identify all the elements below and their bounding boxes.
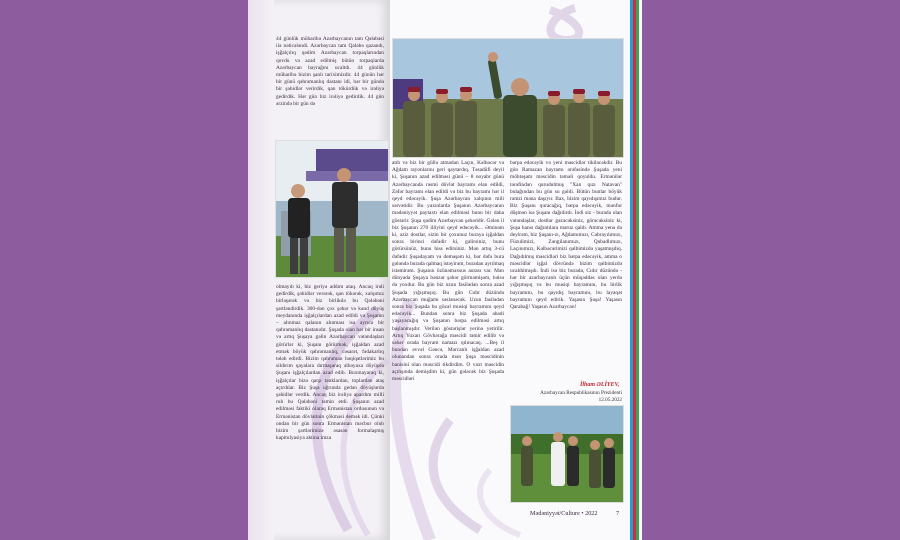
footer-year: 2022	[585, 510, 598, 517]
left-bottom-text: olmayıb ki, biz geriyə addım ataq. Ancaq irəli gedirdik, şəhidlər verərək, qan tökərək, xalqımız birləşərək və biz birlikdə bu Qələbəni şərtləndirdik. 300-dən çox şəhər və kənd döyüş meydanında işğalçılardan azad edildi və Şuşanın – alınmaz qalanın alınması isə ayrıca bir qəhrəmanlıq dastanıdır. Şuşada olan hər bir insan və artıq Şuşaya gəlin Azərbaycan vətəndaşları görürlər ki, Şuşanı görürmək, işğaldan azad etmək böyük qəhrəmanlıq, cəsarət, fədakarlıq tələb edirdi. Bizim qəhrəman həqiqətlərimiz bu sildırım qayalara dırmaşaraq əlbəyaxa döyüşdə Şuşanı işğalçılardan azad edib. Buxmayaraq ki, işğalçılar bizə qarşı tanklardan, toplardan ataş açırdılar. Biz Şuşa uğrunda gedən döyüşlərdə şəhidlər verdik. Ancaq biz irəliyə apardım milli ruh bu Qələbəni təmin etdi. Şuşanın azad edilməsi faktiki olaraq Ermənistan ordusunun və Ermənistan dövlətinin çökməsi demək idi. Çünki ondan bir gün sonra Ermənistan məcbur olub bizim şərtlərimizə əsasən formalaşmış kapitulyasiya aktına imza	[276, 284, 384, 442]
middle-column-text: atıb və biz bir güllə atmadan Laçın, Kəlbəcər və Ağdam rayonlarını geri qaytardıq. Təsadüfi deyil ki, Şuşanın azad edilməsi günü – 8 noyabr günü Azərbaycanda rəsmi dövlət bayramı elan edildi, Zəfər bayramı elan edildi və biz bu bayramı hər il qeyd edəcəyik. Şuşa Azərbaycan xalqının mili sərvətidir. Bu yaxınlarda Şuşanın Azərbaycanın mədəniyyət paytaxtı elan edilməsi bunu bir daha göstərir. Şuşa qədim Azərbaycan şəhəridir. Gələn il biz Şuşanın 270 illiyini qeyd edəcəyik... Əminəm ki, əziz dostlar, sizin bir çoxunuz buraya işğaldan sonra birinci dəfədir ki, gəlirsiniz, bunu görürsünüz, bunu hiss edirsiniz. Mən artıq 3-cü dəfədir Şuşadayam və deməşəm ki, hər dəfə bura gələndə burada qalmaq istəyirəm, buradan ayrılmaq istəmirəm. Şuşanın özünəməxsus aurası var. Mən dünyada Şuşaya bənzər şəhər görməmişəm, həlsə də yoxdur. Bu gün biz uzun fasilədən sonra azad Şuşada yığışmışıq. Bu gün Cıdır düzündə Azərbaycan muğamı səslənəcək. Uzun fasilədən sonra biz Şuşada bu gözəl musiqi bayramını qeyd edəcəyik... Bundan sonra biz Şuşada əbədi yaşayacağıq və Şuşanın bərpa edilməsi artıq başlanmışdır. Verilən göstərişlər yerinə yetirilir. Artıq Yuxarı Gövhərağa məscidi təmir edilib və səhər orada bayram namazı qılınacaq. ...Beş il bundan əvvəl Gəncə, Mərcanlı işğaldan azad olunandan sonra orada mən Şuşa məscidinin banisini olan məscidi tikdirdim. O vaxt məscidin açılışında demişdim ki, gün gələcək biz Şuşada məscidləri	[392, 160, 504, 383]
photo-walk-in-field	[510, 405, 624, 503]
signature-date: 12.05.2022	[598, 397, 622, 403]
signature-title: Azərbaycan Respublikasının Prezidenti	[540, 390, 622, 396]
right-column-text: bərpa edəcəyik və yeni məscidlər tikiləcəkdir. Bu gün Ramazan bayramı ərəfəsində Şuşada yeni möhtəşəm məscidin təməli qoyuldu. Ermənilər tərəfindən qurudulmuş "Xan qızı Natavan" bulağından bu gün su gəldi. Bütün bunlar böyük rəmzi məna daşıyır. Bax, bizim qayıdışımız budur. Biz Şuşanı quracağıq, bərpa edəcəyik, mənfur düşmən isə Şuşanı dağıdırdı. İndi siz - burada olan vətəndaşlar, dostlar gəzəcəksiniz, görəcəksiniz ki, Şuşa hansı dağıntılara məruz qalıb. Amma yenə də deyirəm, biz Şuşanı-zı, Ağdamımızı, Cəbrayılımızı, Füzulimizi, Zəngilanımızı, Qubadlımızı, Laçınımızı, Kəlbəcərimizi qəlbimizdə yaşatmışdıq. Dağıdılmış məscidləri biz bərpa edəcəyik, amma o məscidlər işğal dövründə bizim qəlbimizdə ucaldılmışdı. İndi isə biz burada, Cıdır düzündə - hər bir azərbaycanlı üçün müqəddəs olan yerdə yığışmışıq və bu musiqi bayramını, bu birlik bayramını, bu qayıdış bayramını, bu layaqət bayramını qeyd edirik. Yaşasın Şuşa! Yaşasın Qarabağ! Yaşasın Azərbaycan!	[510, 160, 622, 311]
photo-president-with-soldiers	[392, 38, 624, 158]
signature-name: İlham ƏLİYEV,	[580, 382, 620, 388]
left-top-text: 44 günlük müharibə Azərbaycanın tam Qələbəsi ilə nəticələndi. Azərbaycan tam Qələbə qazandı, işğalçılıq qədim Azərbaycan torpaqlarından qovdu və azad edilmiş bütün torpaqlarda Azərbaycan bayrağını ucaltdı. 44 günlük müharibə bizim şanlı tariximizdir. 44 günün hər bir günü qəhrəmanlıq dastanı idi, hər bir gündə bir şəhidlər verirdik, qan tökürdük və irəliyə gedirdik. Hər gün biz irəliyə gedirdik. 44 gün ərzində bir gün də	[276, 36, 384, 107]
right-page	[390, 0, 630, 540]
flag-stripes	[630, 0, 642, 540]
page-number: 7	[616, 510, 620, 517]
footer-magazine: Mədəniyyət/Culture • 2022	[530, 510, 598, 517]
photo-presidents-at-event	[275, 140, 389, 278]
footer-magazine-name: Mədəniyyət/Culture	[530, 510, 580, 517]
